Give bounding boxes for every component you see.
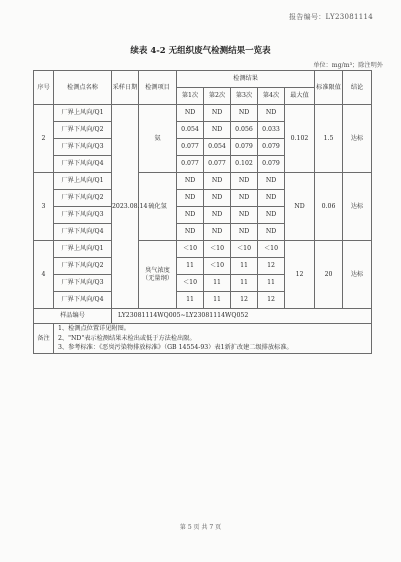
- result-r2: 11: [204, 292, 231, 309]
- col-header-r3: 第3次: [231, 88, 258, 105]
- result-r2: 0.077: [204, 156, 231, 173]
- result-r4: 12: [258, 292, 285, 309]
- table-row: [34, 105, 372, 122]
- row-site: 厂界上风向/Q1: [54, 105, 112, 122]
- result-r2: 0.054: [204, 139, 231, 156]
- row-item: 硫化氢: [139, 173, 177, 241]
- notes-label: 备注: [34, 324, 54, 354]
- row-seq: 4: [34, 241, 54, 309]
- result-r2: ND: [204, 224, 231, 241]
- result-r4: ND: [258, 224, 285, 241]
- result-r4: ND: [258, 207, 285, 224]
- row-site: 厂界上风向/Q1: [54, 173, 112, 190]
- row-seq: 2: [34, 105, 54, 173]
- col-header-results: 检测结果: [177, 71, 315, 88]
- col-header-r1: 第1次: [177, 88, 204, 105]
- col-header-site: 检测点名称: [54, 71, 112, 105]
- row-item: 臭气浓度（无量纲）: [139, 241, 177, 309]
- result-r2: 11: [204, 275, 231, 292]
- result-r4: 11: [258, 275, 285, 292]
- notes-content: [54, 324, 372, 354]
- result-r4: 0.079: [258, 139, 285, 156]
- result-r1: 0.077: [177, 156, 204, 173]
- row-site: 厂界下风向/Q2: [54, 258, 112, 275]
- result-r2: ND: [204, 173, 231, 190]
- result-r4: 0.033: [258, 122, 285, 139]
- notes-row: [34, 324, 372, 354]
- row-limit: 20: [315, 241, 343, 309]
- results-table-body: [34, 71, 372, 354]
- row-max: ND: [285, 173, 315, 241]
- note-line: 3、参考标准：《恶臭污染物排放标准》（GB 14554-93）表1新扩改建二级排放标准。: [58, 344, 293, 352]
- sample-date: 2023.08.14: [112, 105, 139, 309]
- row-conclusion: 达标: [343, 105, 372, 173]
- unit-note: 单位：mg/m³；除注明外: [313, 62, 383, 69]
- row-site: 厂界下风向/Q3: [54, 139, 112, 156]
- row-max: 12: [285, 241, 315, 309]
- result-r1: 11: [177, 258, 204, 275]
- result-r1: ND: [177, 173, 204, 190]
- result-r1: ＜10: [177, 275, 204, 292]
- row-site: 厂界下风向/Q2: [54, 122, 112, 139]
- col-header-r2: 第2次: [204, 88, 231, 105]
- result-r3: ND: [231, 207, 258, 224]
- note-line: 2、"ND"表示检测结果未检出或低于方法检出限。: [58, 334, 196, 342]
- result-r4: 12: [258, 258, 285, 275]
- sample-id-label: 样品编号: [34, 309, 112, 324]
- result-r2: ND: [204, 207, 231, 224]
- result-r1: ＜10: [177, 241, 204, 258]
- row-site: 厂界上风向/Q1: [54, 241, 112, 258]
- result-r4: ND: [258, 190, 285, 207]
- row-conclusion: 达标: [343, 173, 372, 241]
- result-r2: ＜10: [204, 241, 231, 258]
- result-r1: ND: [177, 105, 204, 122]
- header-row-1: [34, 71, 372, 88]
- row-site: 厂界下风向/Q4: [54, 156, 112, 173]
- page-footer: 第 5 页 共 7 页: [179, 524, 222, 531]
- result-r3: 11: [231, 258, 258, 275]
- sample-id-value: LY23081114WQ005~LY23081114WQ052: [112, 309, 372, 324]
- col-header-item: 检测项目: [139, 71, 177, 105]
- row-site: 厂界下风向/Q4: [54, 224, 112, 241]
- result-r3: ND: [231, 105, 258, 122]
- result-r4: ND: [258, 105, 285, 122]
- result-r4: ＜10: [258, 241, 285, 258]
- result-r1: ND: [177, 190, 204, 207]
- row-limit: 1.5: [315, 105, 343, 173]
- row-max: 0.102: [285, 105, 315, 173]
- report-number: 报告编号：LY23081114: [289, 13, 373, 21]
- result-r3: 0.079: [231, 139, 258, 156]
- row-site: 厂界下风向/Q3: [54, 207, 112, 224]
- result-r3: 12: [231, 292, 258, 309]
- note-line: 1、检测点位置详见附图。: [58, 325, 130, 332]
- row-item: 氨: [139, 105, 177, 173]
- result-r1: 0.054: [177, 122, 204, 139]
- result-r1: 0.077: [177, 139, 204, 156]
- col-header-max: 最大值: [285, 88, 315, 105]
- result-r2: ND: [204, 105, 231, 122]
- result-r3: ＜10: [231, 241, 258, 258]
- result-r3: ND: [231, 173, 258, 190]
- result-r4: 0.079: [258, 156, 285, 173]
- table-row: [34, 173, 372, 190]
- result-r1: ND: [177, 207, 204, 224]
- result-r2: ND: [204, 122, 231, 139]
- col-header-limit: 标准限值: [315, 71, 343, 105]
- table-title: 续表 4-2 无组织废气检测结果一览表: [130, 46, 271, 56]
- result-r2: ＜10: [204, 258, 231, 275]
- result-r3: 0.102: [231, 156, 258, 173]
- result-r1: ND: [177, 224, 204, 241]
- row-conclusion: 达标: [343, 241, 372, 309]
- row-site: 厂界下风向/Q3: [54, 275, 112, 292]
- col-header-conclusion: 结论: [343, 71, 372, 105]
- result-r3: 0.056: [231, 122, 258, 139]
- row-seq: 3: [34, 173, 54, 241]
- result-r3: ND: [231, 224, 258, 241]
- col-header-r4: 第4次: [258, 88, 285, 105]
- result-r4: ND: [258, 173, 285, 190]
- sample-id-row: [34, 309, 372, 324]
- col-header-seq: 序号: [34, 71, 54, 105]
- result-r3: 11: [231, 275, 258, 292]
- results-table: [33, 70, 372, 354]
- result-r1: 11: [177, 292, 204, 309]
- table-row: [34, 241, 372, 258]
- result-r3: ND: [231, 190, 258, 207]
- row-site: 厂界下风向/Q4: [54, 292, 112, 309]
- col-header-date: 采样日期: [112, 71, 139, 105]
- row-limit: 0.06: [315, 173, 343, 241]
- row-site: 厂界下风向/Q2: [54, 190, 112, 207]
- result-r2: ND: [204, 190, 231, 207]
